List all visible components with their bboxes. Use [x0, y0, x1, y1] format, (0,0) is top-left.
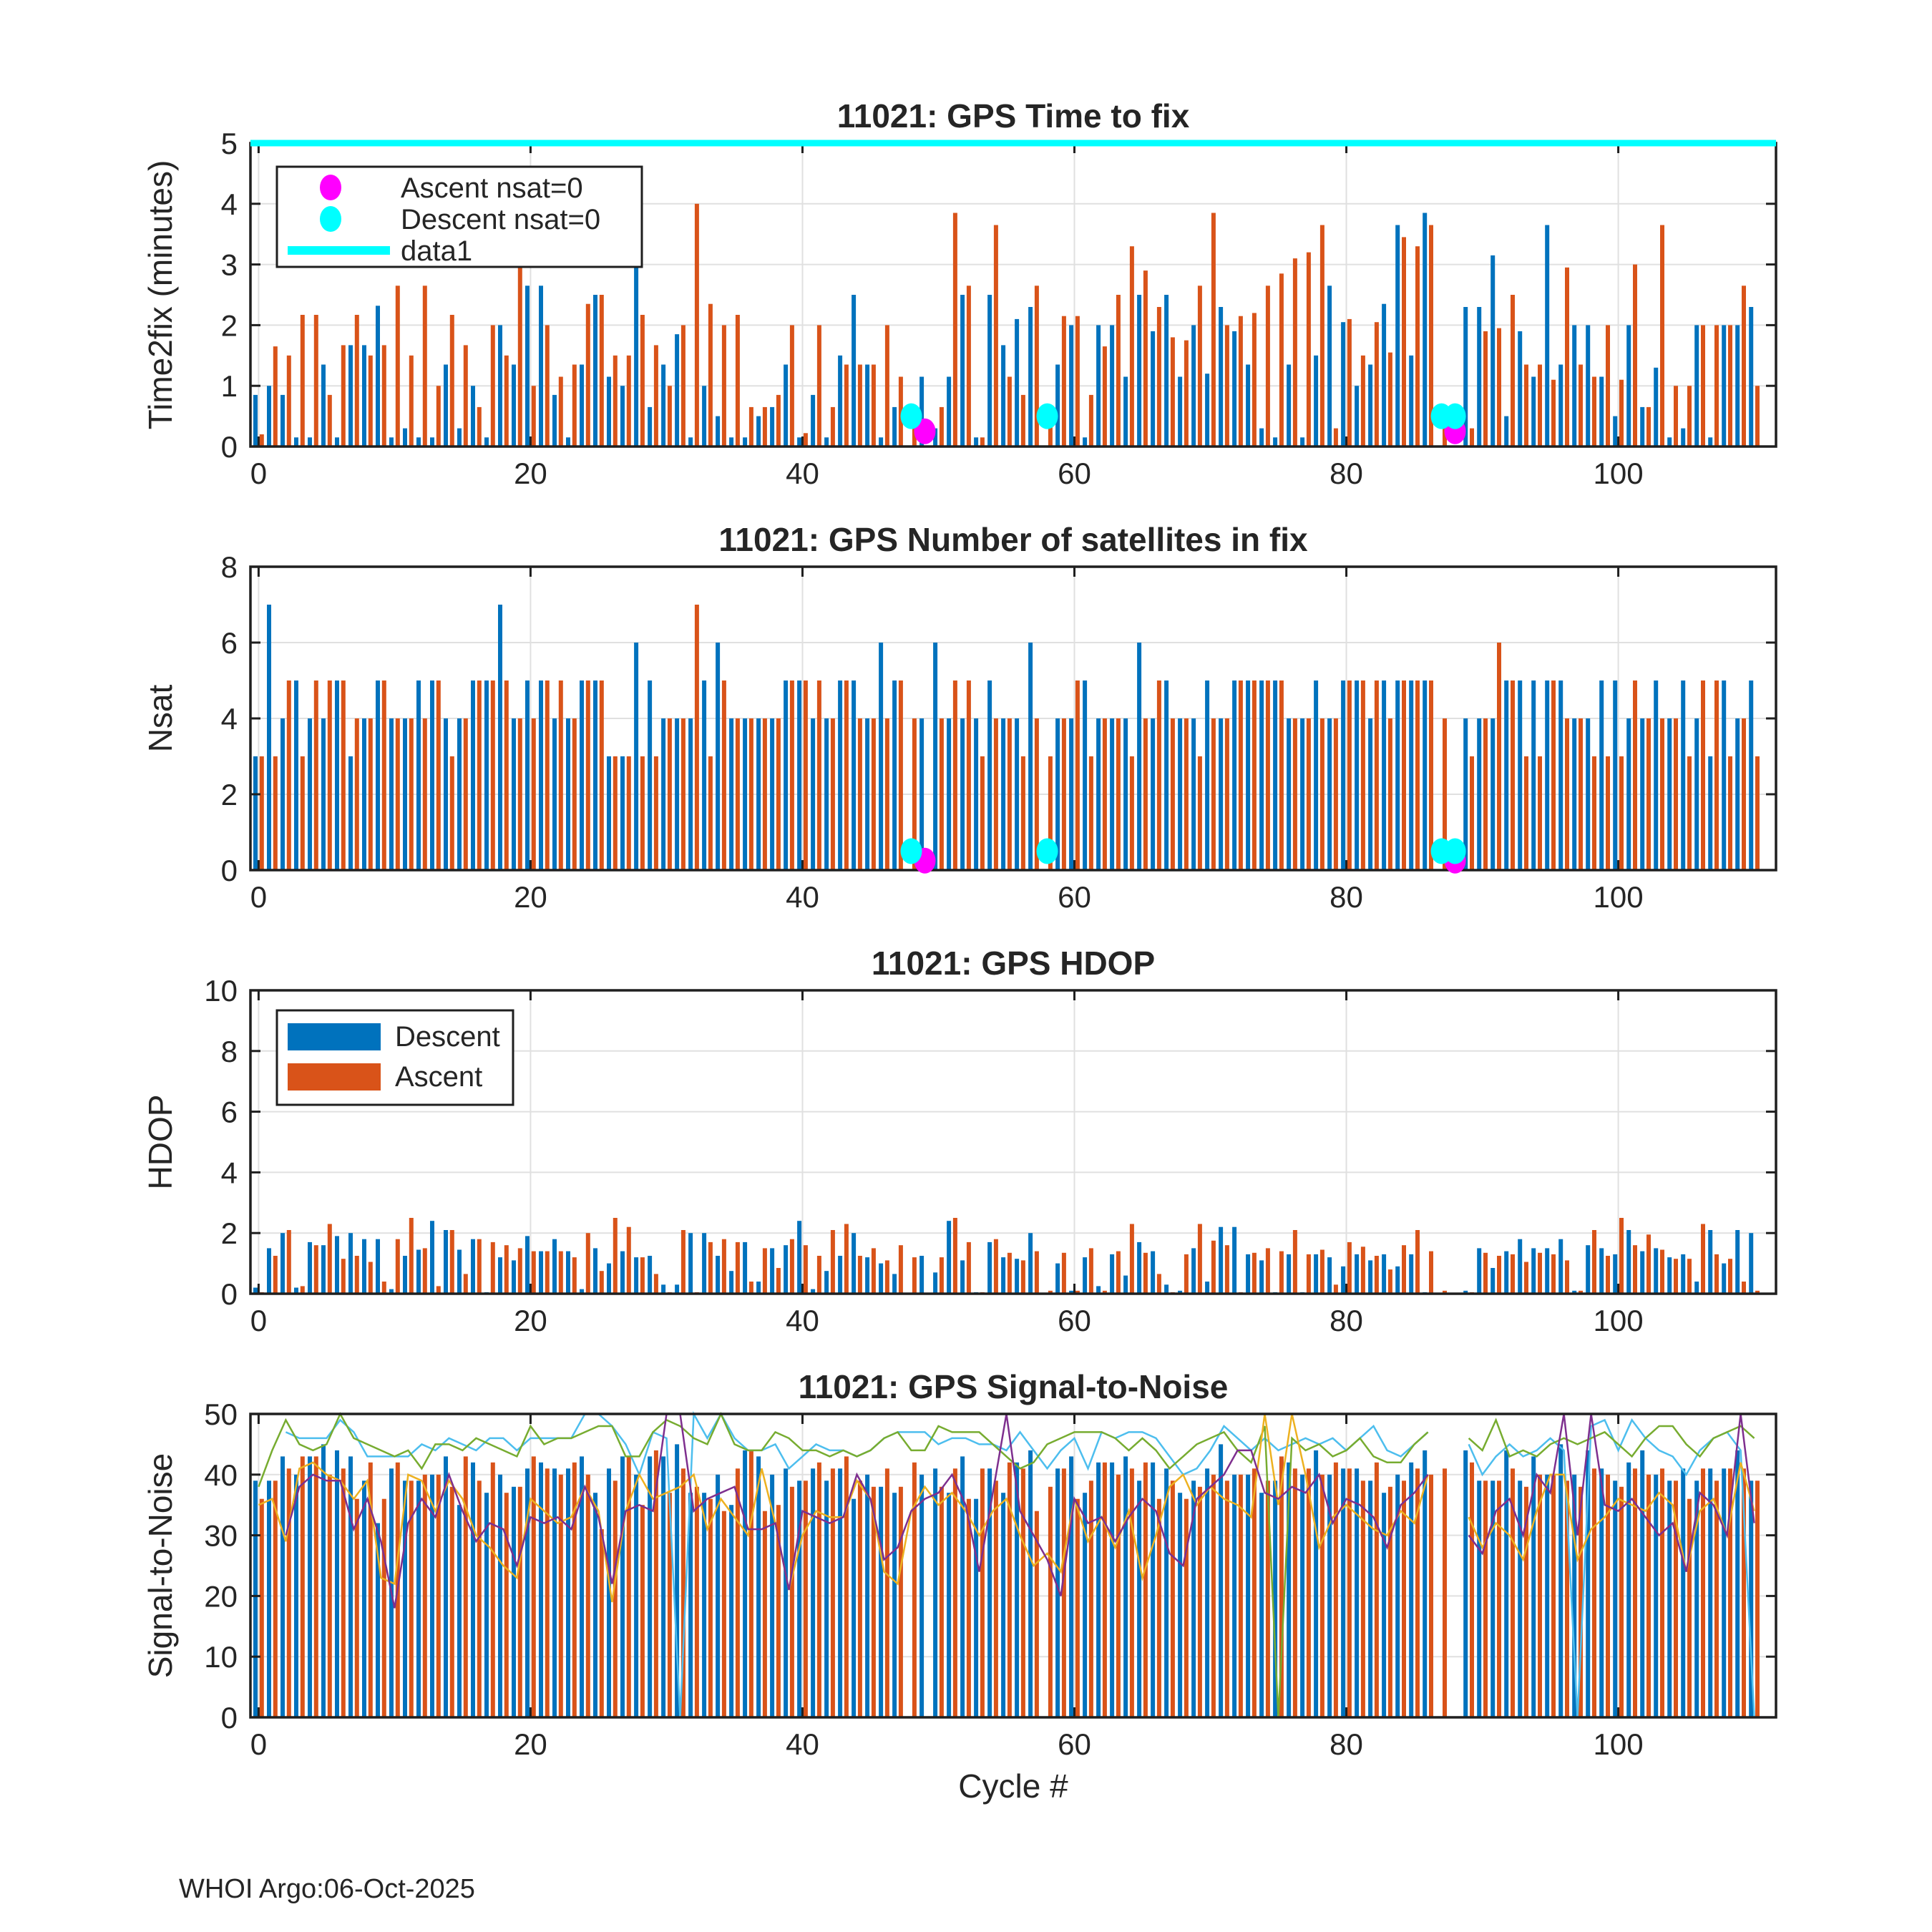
plot1-legend-descent-nsat0: Descent nsat=0 [401, 204, 601, 235]
svg-text:40: 40 [204, 1458, 238, 1492]
plot3-legend-descent: Descent [395, 1021, 500, 1053]
plot2-ylabel: Nsat [142, 684, 179, 753]
svg-text:20: 20 [514, 880, 547, 914]
svg-text:0: 0 [220, 430, 238, 464]
footer-text: WHOI Argo:06-Oct-2025 [179, 1874, 475, 1904]
plot1-legend [277, 167, 642, 267]
ascent-nsat0-marker-icon [320, 175, 341, 200]
svg-text:5: 5 [220, 127, 238, 160]
svg-text:4: 4 [220, 702, 238, 736]
svg-text:60: 60 [1058, 1304, 1091, 1337]
svg-text:80: 80 [1330, 1727, 1363, 1761]
svg-text:100: 100 [1593, 457, 1644, 490]
svg-text:2: 2 [220, 778, 238, 811]
svg-text:20: 20 [204, 1579, 238, 1614]
plot1-legend-data1: data1 [401, 235, 473, 267]
svg-text:40: 40 [786, 1304, 819, 1337]
plot2-title: 11021: GPS Number of satellites in fix [718, 521, 1308, 558]
svg-text:100: 100 [1593, 880, 1644, 914]
plot1-ylabel: Time2fix (minutes) [142, 160, 179, 430]
svg-text:20: 20 [514, 457, 547, 490]
descent-nsat0-marker-icon [320, 206, 341, 232]
svg-text:40: 40 [786, 1727, 819, 1761]
svg-text:6: 6 [220, 1095, 238, 1129]
svg-text:60: 60 [1058, 1727, 1091, 1761]
plot1-legend-ascent-nsat0: Ascent nsat=0 [401, 172, 583, 204]
svg-text:20: 20 [514, 1727, 547, 1761]
descent-swatch-icon [288, 1023, 381, 1050]
svg-text:10: 10 [204, 974, 238, 1008]
svg-text:0: 0 [220, 1701, 238, 1735]
svg-text:80: 80 [1330, 457, 1363, 490]
plot4-ylabel: Signal-to-Noise [142, 1453, 179, 1679]
plot-4 [204, 1397, 1776, 1761]
plot3-ylabel: HDOP [142, 1094, 179, 1190]
svg-text:30: 30 [204, 1518, 238, 1553]
plot3-title: 11021: GPS HDOP [871, 945, 1156, 982]
svg-text:100: 100 [1593, 1727, 1644, 1761]
plot-1-nsat0-markers [900, 404, 1465, 444]
svg-text:8: 8 [220, 1034, 238, 1068]
svg-text:8: 8 [220, 550, 238, 584]
svg-text:60: 60 [1058, 457, 1091, 490]
svg-text:0: 0 [250, 1727, 268, 1761]
svg-text:60: 60 [1058, 880, 1091, 914]
plot-2-bars [253, 605, 1760, 870]
plot3-legend [277, 1010, 513, 1105]
svg-text:2: 2 [220, 1216, 238, 1251]
plot1-title: 11021: GPS Time to fix [836, 97, 1190, 135]
plots-layer [204, 127, 1776, 1761]
svg-text:10: 10 [204, 1640, 238, 1674]
svg-text:80: 80 [1330, 880, 1363, 914]
plot4-title: 11021: GPS Signal-to-Noise [798, 1368, 1229, 1405]
x-axis-label: Cycle # [958, 1767, 1068, 1805]
svg-text:0: 0 [250, 880, 268, 914]
svg-text:100: 100 [1593, 1304, 1644, 1337]
svg-text:1: 1 [220, 369, 238, 404]
ascent-swatch-icon [288, 1063, 381, 1091]
plot-2-nsat0-markers [900, 839, 1465, 874]
svg-text:4: 4 [220, 1156, 238, 1190]
svg-text:0: 0 [250, 1304, 268, 1337]
svg-text:40: 40 [786, 880, 819, 914]
svg-text:0: 0 [220, 854, 238, 887]
svg-text:3: 3 [220, 248, 238, 282]
plot-2 [221, 550, 1776, 914]
svg-text:4: 4 [220, 187, 238, 221]
plot-3-bars [253, 1218, 1760, 1294]
svg-text:2: 2 [220, 308, 238, 343]
svg-text:40: 40 [786, 457, 819, 490]
svg-text:6: 6 [220, 626, 238, 660]
svg-text:50: 50 [204, 1397, 238, 1431]
svg-text:80: 80 [1330, 1304, 1363, 1337]
plot-4-lines [258, 1414, 1754, 1717]
svg-text:20: 20 [514, 1304, 547, 1337]
svg-text:0: 0 [250, 457, 268, 490]
svg-text:0: 0 [220, 1277, 238, 1311]
plot3-legend-ascent: Ascent [395, 1061, 483, 1093]
